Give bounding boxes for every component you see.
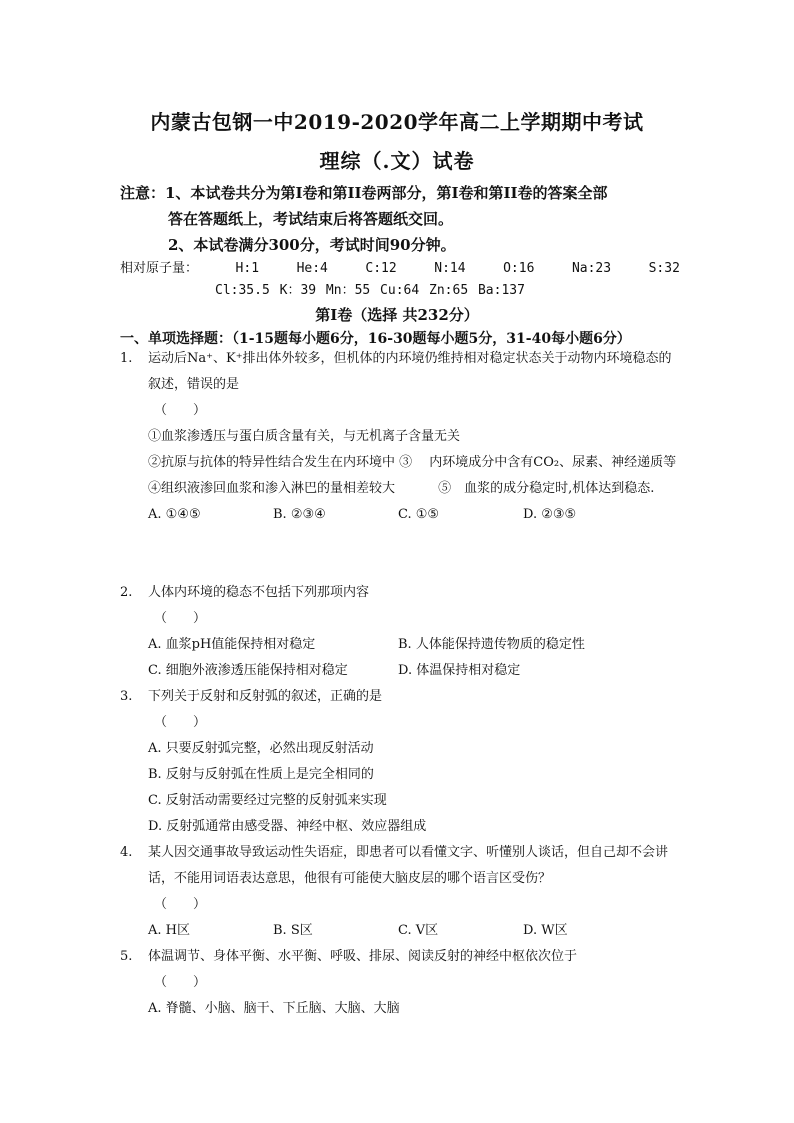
atomic-mass-label: 相对原子量：	[120, 261, 199, 276]
option-a: A. ①④⑤	[148, 507, 201, 522]
atomic-mass-h: H:1	[235, 261, 260, 276]
options-row	[148, 658, 680, 684]
section-title: 第Ⅰ卷（选择 共232分）	[315, 306, 479, 324]
option-a: A. 脊髓、小脑、脑干、下丘脑、大脑、大脑	[148, 1001, 400, 1016]
question-1	[120, 346, 680, 528]
option-d: D. 反射弧通常由感受器、神经中枢、效应器组成	[148, 819, 427, 834]
options-row	[148, 918, 680, 944]
option-c: C. 细胞外液渗透压能保持相对稳定	[148, 663, 348, 678]
option-b: B. S区	[273, 923, 313, 938]
option-d: D. 体温保持相对稳定	[398, 663, 521, 678]
option-c: C. 反射活动需要经过完整的反射弧来实现	[148, 793, 387, 808]
question-stem: 下列关于反射和反射弧的叙述，正确的是	[148, 689, 383, 704]
atomic-mass-na: Na:23	[571, 261, 612, 276]
answer-blank: （ ）	[154, 611, 207, 626]
question-3	[120, 684, 680, 840]
option-b: B. 反射与反射弧在性质上是完全相同的	[148, 767, 374, 782]
atomic-mass-n: N:14	[434, 261, 466, 276]
atomic-mass-o: O:16	[503, 261, 535, 276]
question-5	[120, 944, 680, 1022]
atomic-mass-row-2: Cl:35.5 K：39 Mn：55 Cu:64 Zn:65 Ba:137	[215, 283, 525, 298]
option-c: C. V区	[398, 923, 439, 938]
atomic-mass-row-1	[120, 258, 680, 280]
question-stem: 人体内环境的稳态不包括下列那项内容	[148, 585, 370, 600]
option-a: A. H区	[148, 923, 190, 938]
answer-blank: （ ）	[154, 403, 207, 418]
option-b: B. ②③④	[273, 507, 326, 522]
question-stem: 运动后Na⁺、K⁺排出体外较多，但机体的内环境仍维持相对稳定状态关于动物内环境稳态的叙述，错误的是	[148, 351, 672, 392]
atomic-mass-s: S:32	[648, 261, 680, 276]
question-stem: 体温调节、身体平衡、水平衡、呼吸、排尿、阅读反射的神经中枢依次位于	[148, 949, 578, 964]
note-1-continuation: 答在答题纸上，考试结束后将答题纸交回。	[168, 210, 454, 228]
statement-item: ①血浆渗透压与蛋白质含量有关，与无机离子含量无关	[148, 429, 461, 444]
option-c: C. ①⑤	[398, 507, 440, 522]
note-1	[120, 180, 680, 232]
note-2: 2、本试卷满分300分，考试时间90分钟。	[168, 236, 456, 254]
option-d: D. W区	[523, 923, 568, 938]
statement-item: ④组织液渗回血浆和渗入淋巴的量相差较大 ⑤ 血浆的成分稳定时,机体达到稳态.	[148, 481, 655, 496]
option-a: A. 只要反射弧完整，必然出现反射活动	[148, 741, 374, 756]
exam-subtitle: 理综（.文）试卷	[319, 149, 475, 173]
question-number: 1.	[120, 351, 133, 366]
option-b: B. 人体能保持遗传物质的稳定性	[398, 637, 585, 652]
question-stem: 某人因交通事故导致运动性失语症，即患者可以看懂文字、听懂别人谈话，但自己却不会讲话，不能用词语表达意思，他很有可能使大脑皮层的哪个语言区受伤？	[148, 845, 669, 886]
atomic-mass-he: He:4	[296, 261, 328, 276]
question-number: 5.	[120, 949, 133, 964]
option-d: D. ②③⑤	[523, 507, 577, 522]
question-number: 3.	[120, 689, 133, 704]
options-row	[148, 632, 680, 658]
atomic-mass-table	[120, 258, 680, 302]
note-1-text: 注意：1、本试卷共分为第Ⅰ卷和第II卷两部分，第Ⅰ卷和第II卷的答案全部	[120, 184, 608, 202]
statement-item: ②抗原与抗体的特异性结合发生在内环境中 ③ 内环境成分中含有CO₂、尿素、神经递质等	[148, 455, 677, 470]
options-row	[148, 502, 680, 528]
option-a: A. 血浆pH值能保持相对稳定	[148, 637, 316, 652]
answer-blank: （ ）	[154, 975, 207, 990]
part-title: 一、单项选择题：（1-15题每小题6分，16-30题每小题5分，31-40每小题6分）	[120, 331, 631, 347]
answer-blank: （ ）	[154, 897, 207, 912]
atomic-mass-c: C:12	[365, 261, 397, 276]
question-4	[120, 840, 680, 944]
question-number: 4.	[120, 845, 133, 860]
question-2	[120, 580, 680, 684]
answer-blank: （ ）	[154, 715, 207, 730]
question-number: 2.	[120, 585, 133, 600]
exam-title: 内蒙古包钢一中2019-2020学年高二上学期期中考试	[150, 110, 644, 134]
